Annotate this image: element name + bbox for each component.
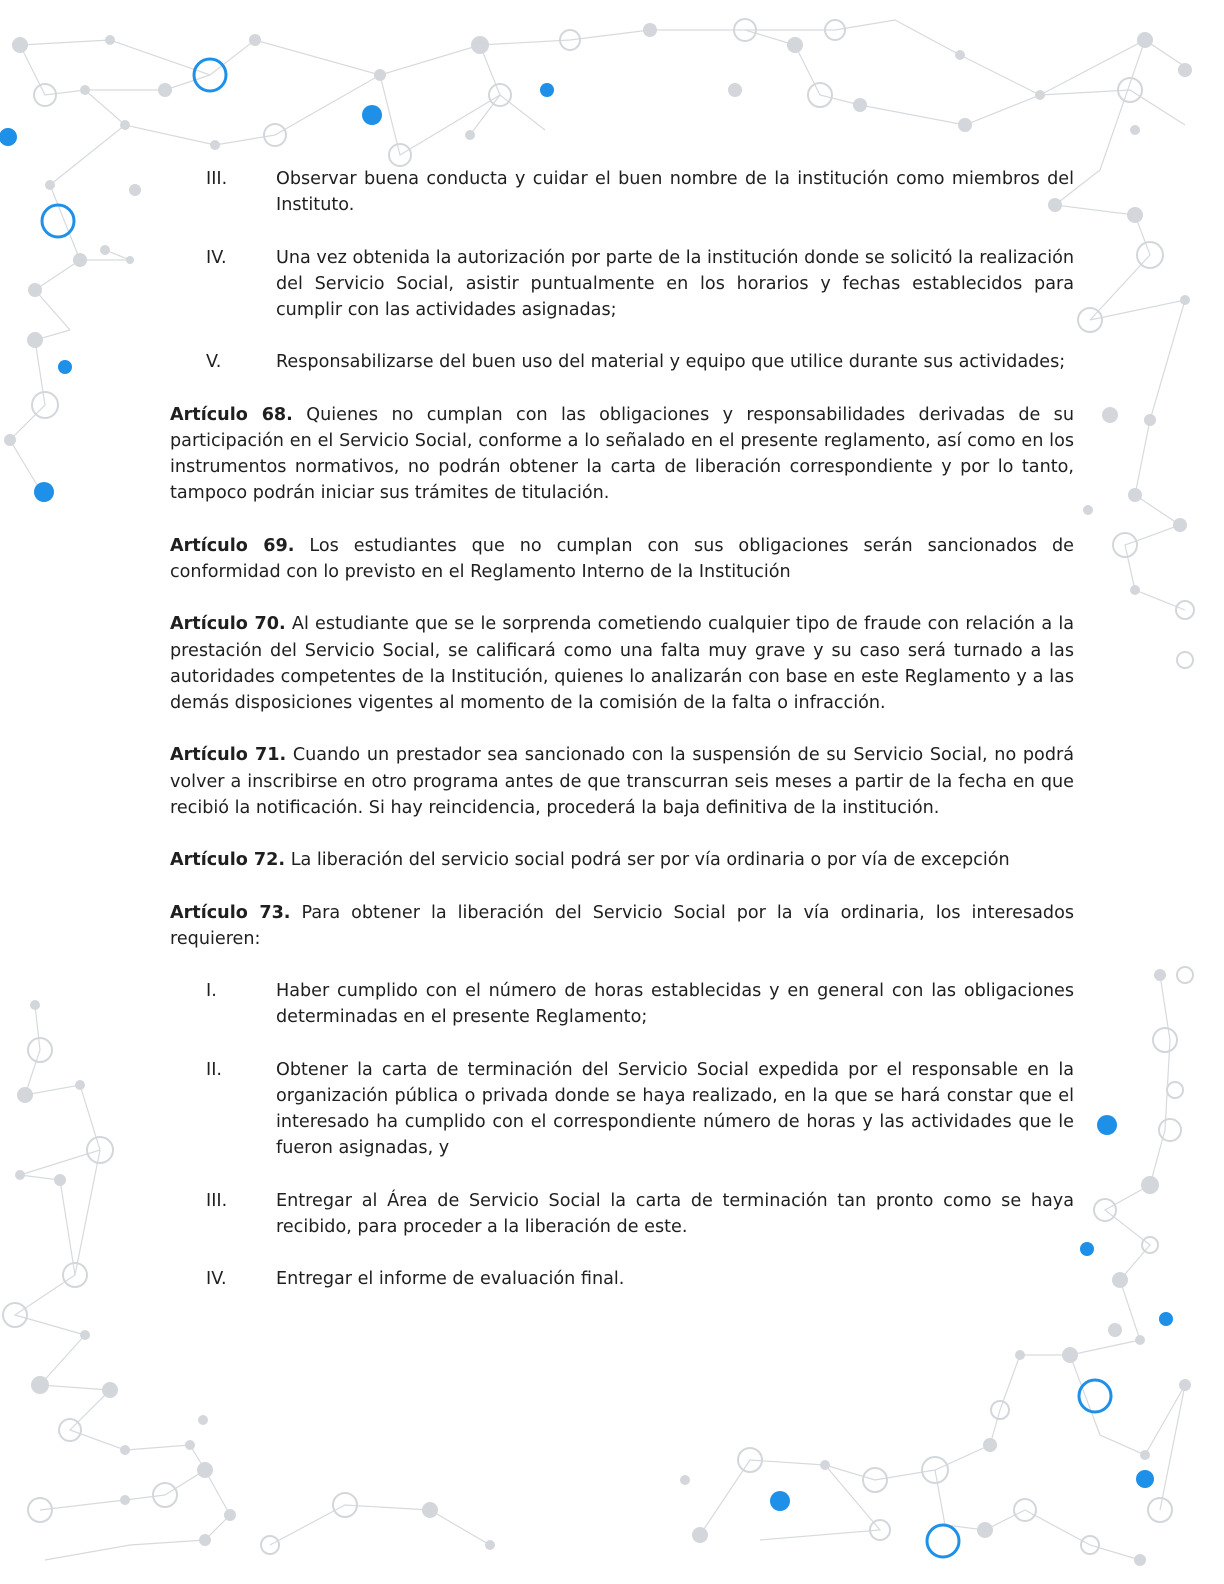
article-label: Artículo 71. [170,745,287,766]
article-73 [170,900,1074,952]
list-item-number: V. [206,352,222,373]
list-item-number: III. [206,1190,228,1211]
article-72 [170,847,1074,873]
article-text: La liberación del servicio social podrá ser por vía ordinaria o por vía de excepción [290,850,1010,871]
list-item [170,166,1074,218]
article-text: Quienes no cumplan con las obligaciones y responsabilidades derivadas de su participación en el Servicio Social, conforme a lo señalado en el presente reglamento, así como en los instrumentos normativos, no podrán obtener la carta de liberación correspondiente y por lo tanto, tampoco podrán iniciar sus trámites de titulación. [170,404,1074,504]
list-item [170,1057,1074,1162]
article-text: Cuando un prestador sea sancionado con la suspensión de su Servicio Social, no podrá volver a inscribirse en otro programa antes de que transcurran seis meses a partir de la fecha en que recibió la notificación. Si hay reincidencia, procederá la baja definitiva de la institución. [170,745,1074,818]
release-requirements-list [170,978,1074,1292]
list-item [170,1188,1074,1240]
list-item [170,349,1074,375]
list-item-number: I. [206,981,217,1002]
list-item-number: III. [206,169,228,189]
list-item-text: Una vez obtenida la autorización por parte de la institución donde se solicitó la realización del Servicio Social, asistir puntualmente en los horarios y fechas establecidos para cumplir con las actividades asignadas; [276,247,1074,320]
list-item-text: Obtener la carta de terminación del Servicio Social expedida por el responsable en la organización pública o privada donde se haya realizado, en la que se hará constar que el interesado ha cumplido con el correspondiente número de horas y las actividades que le fueron asignadas, y [276,1059,1074,1159]
document-body [170,166,1074,1319]
list-item [170,978,1074,1030]
list-item [170,1266,1074,1292]
list-item-text: Entregar el informe de evaluación final. [276,1269,625,1290]
list-item-number: IV. [206,1269,227,1290]
article-text: Al estudiante que se le sorprenda cometiendo cualquier tipo de fraude con relación a la prestación del Servicio Social, se calificará como una falta muy grave y su caso será turnado a las autoridades competentes de la Institución, quienes lo analizarán con base en este Reglamento y a las demás disposiciones vigentes al momento de la comisión de la falta o infracción. [170,614,1075,713]
article-label: Artículo 68. [170,404,293,425]
article-text: Para obtener la liberación del Servicio Social por la vía ordinaria, los interesados requieren: [170,902,1075,949]
list-item-number: IV. [206,247,227,268]
article-70 [170,611,1074,716]
article-label: Artículo 70. [170,614,286,635]
article-label: Artículo 73. [170,902,291,923]
list-item [170,245,1074,324]
article-71 [170,742,1074,821]
list-item-number: II. [206,1059,222,1080]
list-item-text: Observar buena conducta y cuidar el buen nombre de la institución como miembros del Instituto. [276,169,1074,216]
list-item-text: Responsabilizarse del buen uso del material y equipo que utilice durante sus actividades; [276,352,1066,373]
obligations-list-continued [170,166,1074,376]
article-68 [170,402,1074,507]
article-label: Artículo 69. [170,535,295,556]
article-label: Artículo 72. [170,850,286,871]
article-text: Los estudiantes que no cumplan con sus obligaciones serán sancionados de conformidad con lo previsto en el Reglamento Interno de la Institución [170,535,1074,582]
list-item-text: Haber cumplido con el número de horas establecidas y en general con las obligaciones determinadas en el presente Reglamento; [276,981,1074,1028]
list-item-text: Entregar al Área de Servicio Social la carta de terminación tan pronto como se haya recibido, para proceder a la liberación de este. [276,1190,1074,1237]
article-69 [170,533,1074,585]
